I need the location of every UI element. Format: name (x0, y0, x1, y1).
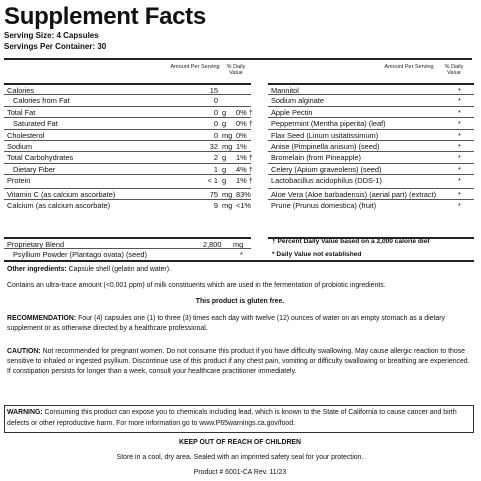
nutrient-unit: g (222, 153, 227, 163)
ingredient-row (268, 188, 474, 200)
nutrient-row (4, 163, 251, 175)
nutrient-unit: g (222, 176, 227, 186)
nutrient-amount: 15 (209, 86, 218, 95)
ingredient-dv: * (458, 130, 461, 140)
nutrient-unit: g (222, 119, 227, 129)
trace-statement: Contains an ultra-trace amount (<0.001 ppm) of milk constituents which are used in the fermentation of probiotic ingredients. (7, 282, 386, 289)
nutrient-unit: g (222, 164, 227, 174)
ingredient-dv: * (458, 86, 461, 95)
nutrient-name: Dietary Fiber (13, 164, 56, 174)
nutrient-amount: 0 (213, 119, 218, 129)
ingredient-name: Prune (Prunus domestica) (fruit) (271, 201, 377, 210)
nutrient-name: Calories from Fat (13, 96, 70, 106)
caution-label: CAUTION: (7, 348, 41, 355)
nutrient-name: Cholesterol (7, 130, 45, 140)
ingredient-row (268, 174, 474, 186)
caution-text: Not recommended for pregnant women. Do not consume this product if you have difficulty swallowing. May cause allergic reaction to those sensitive to inhaled or ingested psyllium. Discontinue use of this product if any chest pain, vomiting or difficulty swallowing or breathing are experienced. If constipation persists for longer than a week, consult your healthcare practitioner immediately. (7, 348, 470, 375)
nutrient-name: Total Fat (7, 107, 36, 117)
footnote-dv-not-established: * Daily Value not established (272, 251, 362, 258)
nutrient-unit: mg (222, 142, 233, 151)
left-dv-header: % Daily Value (226, 64, 246, 76)
ingredient-name: Flax Seed (Linum usitatissimum) (271, 130, 379, 140)
ingredient-row (268, 140, 474, 152)
nutrient-unit: mg (222, 201, 233, 210)
ingredient-dv: * (458, 176, 461, 186)
nutrient-dv: 83% (236, 189, 251, 199)
storage-statement: Store in a cool, dry area. Sealed with an imprinted safety seal for your protection. (116, 454, 364, 461)
nutrient-name: Calories (7, 86, 35, 95)
nutrient-amount: 1 (213, 164, 218, 174)
nutrient-row (4, 129, 251, 141)
keep-out-of-reach: KEEP OUT OF REACH OF CHILDREN (179, 439, 301, 446)
ingredient-name: Peppermint (Mentha piperita) (leaf) (271, 119, 386, 129)
ingredient-name: Lactobacillus acidophilus (DDS-1) (271, 176, 382, 186)
right-amount-header: Amount Per Serving (384, 64, 434, 70)
ingredient-row (268, 94, 474, 106)
recommendation-text: Four (4) capsules one (1) to three (3) times each day with twelve (12) ounces of water on an empty stomach as a dietary supplement or as otherwise directed by a healthcare professional. (7, 315, 445, 332)
nutrient-row (4, 117, 251, 129)
nutrient-dv: 0% † (236, 119, 253, 129)
psyllium-row (4, 248, 251, 260)
right-dv-header: % Daily Value (444, 64, 464, 76)
ingredient-dv: * (458, 142, 461, 151)
nutrient-amount: 32 (209, 142, 218, 151)
other-ingredients-label: Other ingredients: (7, 266, 67, 273)
recommendation (7, 314, 473, 334)
gluten-free-statement: This product is gluten free. (195, 298, 285, 305)
ingredient-row (268, 151, 474, 163)
nutrient-row (4, 140, 251, 152)
nutrient-name: Saturated Fat (13, 119, 58, 129)
left-amount-header: Amount Per Serving (170, 64, 220, 70)
ingredient-row (268, 117, 474, 129)
nutrient-dv: 0% (236, 130, 247, 140)
psyllium-name: Psyllium Powder (Plantago ovata) (seed) (13, 250, 147, 259)
nutrient-dv: <1% (236, 201, 251, 210)
nutrient-row (4, 151, 251, 163)
footnote-rule (268, 237, 474, 239)
ingredient-row (268, 129, 474, 141)
nutrient-row (4, 199, 251, 211)
warning-label: WARNING: (7, 409, 43, 416)
supplement-facts-panel (4, 4, 473, 52)
warning-text: Consuming this product can expose you to chemicals including lead, which is known to the State of California to cause cancer and birth defects or other reproductive harm. For more information go to www.P65warnings.ca.gov/food. (7, 409, 457, 427)
nutrient-dv: 1% (236, 142, 247, 151)
ingredient-name: Celery (Apium graveolens) (seed) (271, 164, 382, 174)
nutrient-amount: 0 (213, 107, 218, 117)
warning-box (4, 405, 474, 433)
nutrient-row (4, 188, 251, 200)
facts-table-top-rule (4, 58, 472, 60)
nutrient-row (4, 94, 251, 106)
nutrient-row (4, 106, 251, 118)
ingredient-dv: * (458, 119, 461, 129)
nutrient-unit: mg (222, 189, 233, 199)
nutrient-amount: 9 (213, 201, 218, 210)
blend-amount: 2,800 (203, 240, 222, 249)
nutrient-name: Total Carbohydrates (7, 153, 74, 163)
nutrient-dv: 0% † (236, 107, 253, 117)
caution (7, 347, 473, 377)
footnote-percent-dv: † Percent Daily Value based on a 2,000 calorie diet (272, 238, 430, 245)
ingredient-row (268, 199, 474, 211)
panel-title: Supplement Facts (4, 3, 206, 30)
other-ingredients (7, 265, 473, 275)
ingredient-dv: * (458, 107, 461, 117)
nutrient-name: Vitamin C (as calcium ascorbate) (7, 189, 116, 199)
ingredient-name: Anise (Pimpinella anisum) (seed) (271, 142, 380, 151)
ingredient-dv: * (458, 189, 461, 199)
ingredient-dv: * (458, 164, 461, 174)
servings-per-container: Servings Per Container: 30 (4, 42, 107, 51)
table-bottom-rule (4, 260, 474, 262)
ingredient-name: Bromelain (from Pineapple) (271, 153, 361, 163)
nutrient-name: Protein (7, 176, 31, 186)
nutrient-dv: 4% † (236, 164, 253, 174)
nutrient-amount: < 1 (207, 176, 218, 186)
ingredient-name: Sodium alginate (271, 96, 325, 106)
ingredient-name: Mannitol (271, 86, 299, 95)
ingredient-dv: * (458, 153, 461, 163)
ingredient-name: Aloe Vera (Aloe barbadensis) (aerial part) (extract) (271, 189, 437, 199)
product-number: Product # 6001-CA Rev. 11/23 (193, 469, 287, 476)
ingredient-row (268, 106, 474, 118)
nutrient-amount: 2 (213, 153, 218, 163)
nutrient-unit: g (222, 107, 227, 117)
recommendation-label: RECOMMENDATION: (7, 315, 77, 322)
nutrient-amount: 75 (209, 189, 218, 199)
psyllium-dv: * (240, 250, 243, 259)
nutrient-dv: 1% † (236, 153, 253, 163)
nutrient-name: Sodium (7, 142, 33, 151)
nutrient-amount: 0 (213, 130, 218, 140)
warning-text-block (7, 407, 469, 429)
ingredient-row (268, 163, 474, 175)
nutrient-dv: 1% † (236, 176, 253, 186)
blend-name: Proprietary Blend (7, 240, 65, 249)
nutrient-name: Calcium (as calcium ascorbate) (7, 201, 111, 210)
nutrient-unit: mg (222, 130, 233, 140)
blend-unit: mg (233, 240, 244, 249)
nutrient-amount: 0 (213, 96, 218, 106)
ingredient-dv: * (458, 96, 461, 106)
serving-size: Serving Size: 4 Capsules (4, 31, 99, 40)
other-ingredients-text: Capsule shell (gelatin and water). (66, 266, 171, 273)
ingredient-name: Apple Pectin (271, 107, 313, 117)
nutrient-row (4, 174, 251, 186)
ingredient-dv: * (458, 201, 461, 210)
